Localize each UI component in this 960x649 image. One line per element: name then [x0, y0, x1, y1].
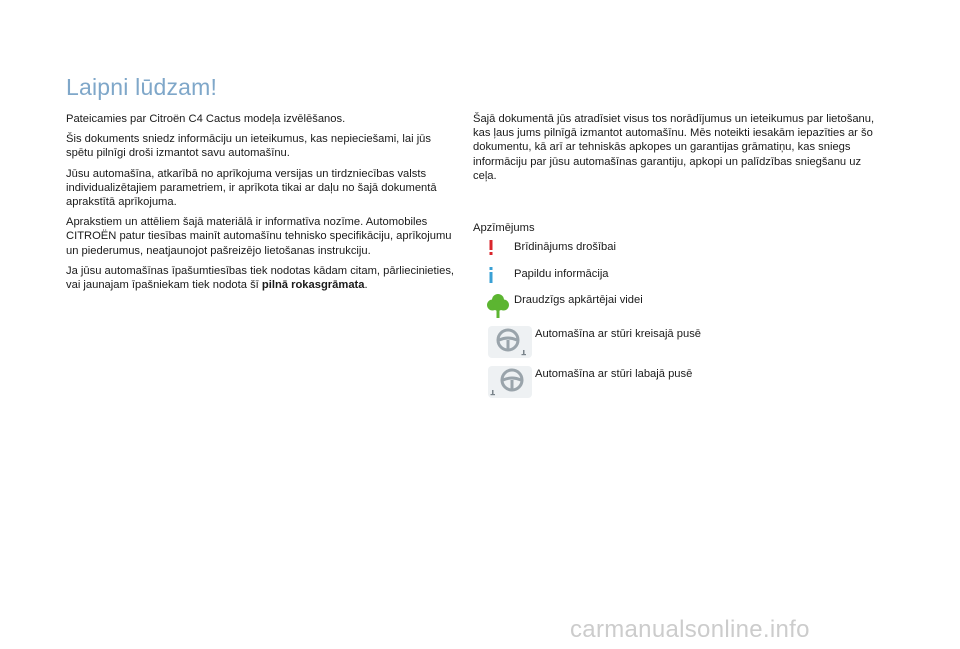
intro-column [66, 112, 461, 298]
guidance-paragraph: Šajā dokumentā jūs atradīsiet visus tos norādījumus un ieteikumus par lietošanu, kas ļaus jums pilnīgā izmantot automašīnu. Mēs noteikti iesakām iepazīties ar šo dokumentu, kā arī ar tehniskās apkopes un garantijas grāmatiņu, kas sniegs informāciju par jūsu automašīnas garantiju, apkopi un palīdzības sniegšanu uz ceļa. [473, 113, 875, 182]
watermark: carmanualsonline.info [570, 616, 810, 643]
steering-wheel-right-icon [488, 366, 532, 398]
intro-paragraph-4: Aprakstiem un attēliem šajā materiālā ir informatīva nozīme. Automobiles CITROËN patur tiesības mainīt automašīnu tehnisko specifikāciju, aprīkojumu un piederumus, neatjaunojot pašreizējo lietošanas instrukciju. [66, 216, 452, 257]
legend-heading: Apzīmējums [473, 222, 535, 234]
p5-prefix: Ja jūsu automašīnas īpašumtiesības tiek nodotas kādam citam, pārliecinieties, vai jaunajam īpašniekam tiek nodota šī [66, 264, 455, 292]
legend-label-rhd: Automašīna ar stūri labajā pusē [535, 368, 693, 380]
intro-paragraph-1: Pateicamies par Citroën C4 Cactus modeļa izvēlēšanos. [66, 113, 346, 125]
intro-paragraph-2: Šis dokuments sniedz informāciju un ieteikumus, kas nepieciešami, lai jūs spētu pilnīgi droši izmantot savu automašīnu. [66, 133, 432, 160]
steering-wheel-left-icon [488, 326, 532, 358]
intro-paragraph-3: Jūsu automašīna, atkarībā no aprīkojuma versijas un tirdzniecības valsts individualizētajiem parametriem, ir aprīkota tikai ar daļu no šajā dokumentā aprakstītā aprīkojuma. [66, 167, 437, 209]
guidance-column [473, 112, 883, 189]
tree-icon [487, 293, 509, 319]
legend-label-eco: Draudzīgs apkārtējai videi [514, 294, 643, 306]
warning-icon [486, 240, 496, 256]
page-title: Laipni lūdzam! [66, 74, 218, 100]
p5-suffix: . [364, 279, 368, 292]
intro-paragraph-5 [66, 264, 461, 292]
legend-label-info: Papildu informācija [514, 268, 609, 280]
full-manual-emphasis: pilnā rokasgrāmata [261, 279, 365, 292]
legend-label-warning: Brīdinājums drošībai [514, 241, 616, 253]
legend-label-lhd: Automašīna ar stūri kreisajā pusē [535, 328, 702, 340]
info-icon [486, 267, 496, 284]
